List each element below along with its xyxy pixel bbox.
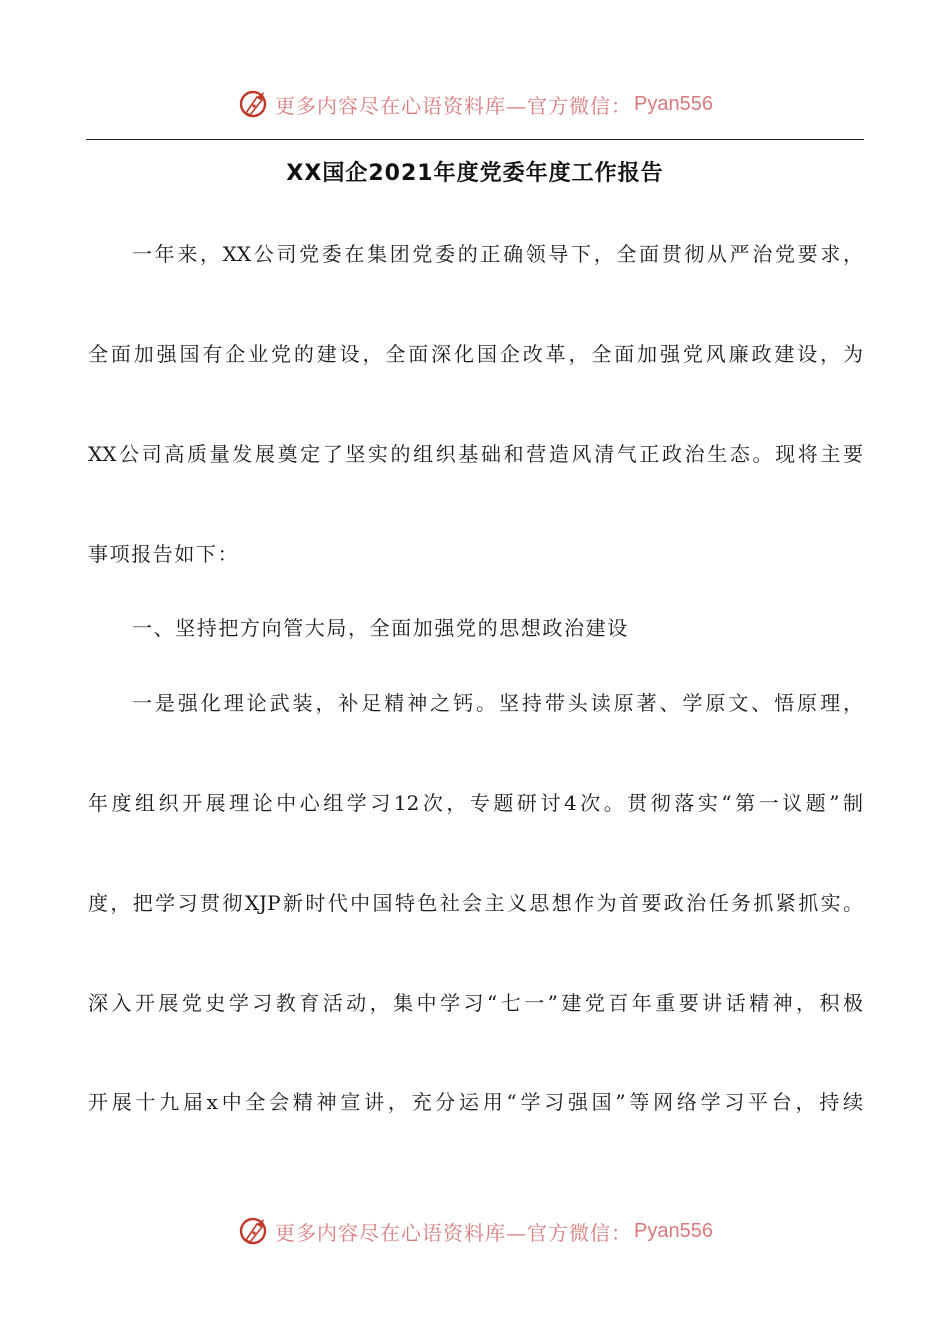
section-heading-1: 一、坚持把方向管大局，全面加强党的思想政治建设 bbox=[132, 616, 629, 640]
banner-text: 更多内容尽在心语资料库—官方微信： bbox=[275, 93, 633, 118]
body-line-7: 度，把学习贯彻XJP新时代中国特色社会主义思想作为首要政治任务抓紧抓实。 bbox=[88, 891, 863, 915]
footer-banner-text: 更多内容尽在心语资料库—官方微信： bbox=[275, 1220, 633, 1245]
footer-banner bbox=[0, 1211, 950, 1251]
footer-banner-wechat-id: Pyan556 bbox=[634, 1219, 713, 1242]
document-title: XX国企2021年度党委年度工作报告 bbox=[286, 161, 664, 186]
header-divider bbox=[86, 139, 864, 140]
pen-nib-logo-icon bbox=[237, 87, 271, 121]
pen-nib-logo-icon bbox=[237, 1214, 271, 1248]
body-line-2: 全面加强国有企业党的建设，全面深化国企改革，全面加强党风廉政建设，为 bbox=[88, 342, 863, 366]
body-line-5: 一是强化理论武装，补足精神之钙。坚持带头读原著、学原文、悟原理， bbox=[132, 691, 863, 715]
body-line-8: 深入开展党史学习教育活动，集中学习“七一”建党百年重要讲话精神，积极 bbox=[88, 991, 863, 1015]
banner-wechat-id: Pyan556 bbox=[634, 92, 713, 115]
body-line-1: 一年来，XX公司党委在集团党委的正确领导下，全面贯彻从严治党要求， bbox=[132, 242, 863, 266]
body-line-4: 事项报告如下： bbox=[88, 542, 240, 566]
body-line-3: XX公司高质量发展奠定了坚实的组织基础和营造风清气正政治生态。现将主要 bbox=[88, 442, 863, 466]
body-line-9: 开展十九届x中全会精神宣讲，充分运用“学习强国”等网络学习平台，持续 bbox=[88, 1090, 863, 1114]
body-line-6: 年度组织开展理论中心组学习12次，专题研讨4次。贯彻落实“第一议题”制 bbox=[88, 791, 863, 815]
header-banner bbox=[0, 84, 950, 124]
